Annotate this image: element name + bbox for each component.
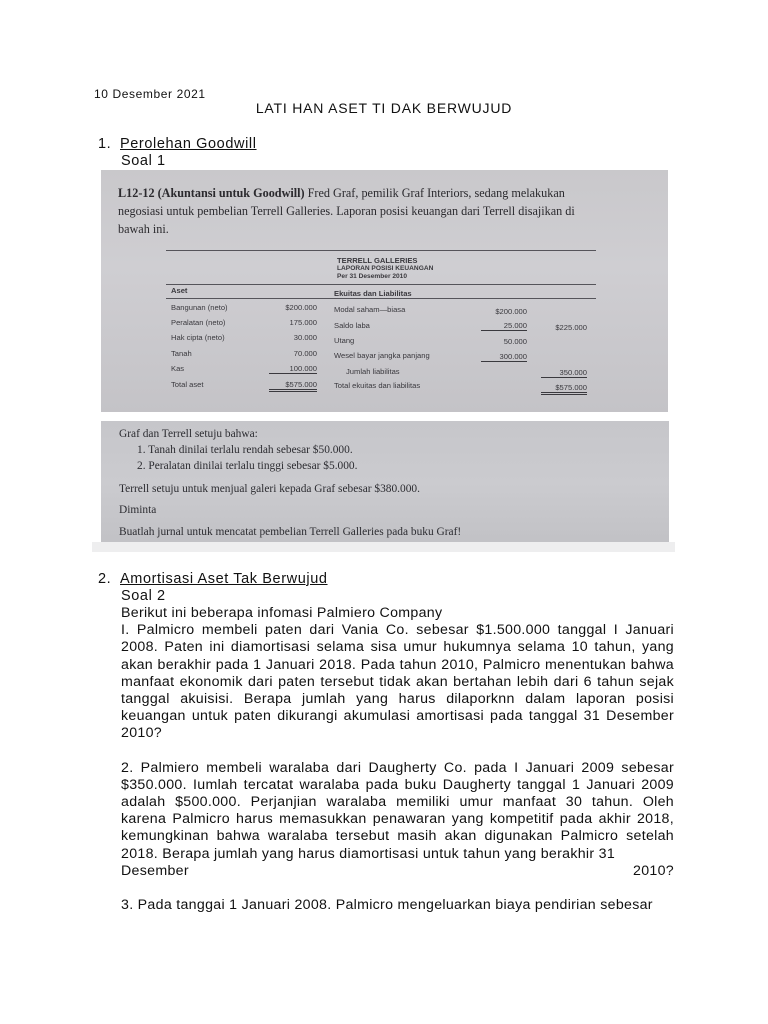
required-task: Buatlah jurnal untuk mencatat pembelian Terrell Galleries pada buku Graf! bbox=[119, 526, 462, 538]
question-3: 3. Pada tanggai 1 Januari 2008. Palmicro mengeluarkan biaya pendirian sebesar bbox=[121, 897, 653, 914]
problem-intro-line-3: bawah ini. bbox=[118, 222, 169, 236]
statement-date: Per 31 Desember 2010 bbox=[337, 273, 408, 280]
document-date: 10 Desember 2021 bbox=[94, 87, 206, 101]
asset-label: Peralatan (neto) bbox=[171, 318, 226, 327]
total-liabilities-value: 350.000 bbox=[541, 368, 587, 378]
asset-value: 175.000 bbox=[289, 318, 317, 327]
required-heading: Diminta bbox=[119, 504, 157, 516]
agreement-intro: Graf dan Terrell setuju bahwa: bbox=[119, 428, 258, 440]
asset-value: 30.000 bbox=[293, 333, 317, 342]
asset-label: Kas bbox=[171, 364, 185, 373]
assets-header: Aset bbox=[171, 286, 188, 295]
scanned-problem-image-1 bbox=[101, 170, 668, 412]
equity-value: 25.000 bbox=[481, 321, 527, 331]
asset-value: 100.000 bbox=[269, 364, 317, 374]
asset-label: Hak cipta (neto) bbox=[171, 333, 225, 342]
section-2-body bbox=[121, 605, 674, 914]
problem-intro bbox=[118, 184, 658, 238]
question-1: I. Palmicro membeli paten dari Vania Co. sebesar $1.500.000 tanggal I Januari 2008. Paten ini diamortisasi selama sisa umur hukumnya selama 10 tahun, yang akan berakhir pada 1 Januari 2018. Pada tahun 2010, Palmicro menentukan bahwa manfaat ekonomik dari paten tersebut tidak akan bertahan lebih dari 6 tahun sejak tanggal akuisisi. Berapa jumlah yang harus dilaporknn dalam laporan posisi keuangan untuk paten dikurangi akumulasi amortisasi pada tanggal 31 Desember 2010? bbox=[121, 622, 674, 742]
statement-name: LAPORAN POSISI KEUANGAN bbox=[337, 265, 434, 272]
section-1-heading bbox=[98, 136, 257, 152]
section-1-title: Perolehan Goodwill bbox=[120, 136, 257, 152]
equity-label: Modal saham—biasa bbox=[334, 305, 406, 314]
section-2-title: Amortisasi Aset Tak Berwujud bbox=[120, 571, 328, 587]
total-equity-liabilities-label: Total ekuitas dan liabilitas bbox=[334, 381, 421, 390]
document-title: LATI HAN ASET TI DAK BERWUJUD bbox=[255, 100, 513, 116]
divider bbox=[166, 284, 596, 285]
section-2-intro: Berikut ini beberapa infomasi Palmiero Company bbox=[121, 605, 443, 621]
equity-header: Ekuitas dan Liabilitas bbox=[334, 289, 412, 298]
agreement-item: 2. Peralatan dinilai terlalu tinggi sebesar $5.000. bbox=[137, 460, 358, 472]
question-2-end-right: 2010? bbox=[633, 862, 674, 879]
section-1-subtitle: Soal 1 bbox=[121, 153, 166, 169]
equity-value: $200.000 bbox=[495, 307, 527, 316]
total-liabilities-label: Jumlah liabilitas bbox=[346, 367, 400, 376]
asset-label: Bangunan (neto) bbox=[171, 303, 228, 312]
problem-intro-line-1: Fred Graf, pemilik Graf Interiors, sedang melakukan bbox=[307, 186, 565, 200]
section-2-heading bbox=[98, 571, 328, 587]
statement-company: TERRELL GALLERIES bbox=[337, 256, 418, 265]
section-2-subtitle: Soal 2 bbox=[121, 588, 166, 604]
image-edge bbox=[92, 542, 675, 552]
problem-code: L12-12 bbox=[118, 186, 155, 200]
section-2-number: 2. bbox=[98, 571, 112, 587]
question-2-end-left: Desember bbox=[121, 862, 189, 879]
equity-subtotal: $225.000 bbox=[555, 323, 587, 332]
asset-label: Tanah bbox=[171, 349, 192, 358]
liability-label: Utang bbox=[334, 336, 355, 345]
liability-value: 50.000 bbox=[503, 337, 527, 346]
asset-value: 70.000 bbox=[293, 349, 317, 358]
divider bbox=[166, 298, 596, 299]
section-1-number: 1. bbox=[98, 136, 112, 152]
agreement-item: 1. Tanah dinilai terlalu rendah sebesar $50.000. bbox=[137, 444, 353, 456]
scanned-problem-image-2 bbox=[101, 421, 669, 545]
question-2-last-line bbox=[121, 863, 674, 880]
liability-label: Wesel bayar jangka panjang bbox=[334, 351, 430, 360]
asset-value: $200.000 bbox=[285, 303, 317, 312]
total-equity-liabilities-value: $575.000 bbox=[541, 383, 587, 395]
divider bbox=[166, 250, 596, 251]
liability-value: 300.000 bbox=[481, 352, 527, 362]
equity-label: Saldo laba bbox=[334, 321, 370, 330]
total-assets-value: $575.000 bbox=[269, 380, 317, 392]
sale-statement: Terrell setuju untuk menjual galeri kepada Graf sebesar $380.000. bbox=[119, 483, 420, 495]
total-assets-label: Total aset bbox=[171, 380, 204, 389]
question-2: 2. Palmiero membeli waralaba dari Daugherty Co. pada I Januari 2009 sebesar $350.000. Iumlah tercatat waralaba pada buku Daugherty tanggal 1 Januari 2009 adalah $500.000. Perjanjian waralaba memiliki umur manfaat 30 tahun. Oleh karena Palmicro harus memasukkan penawaran yang kompetitif pada akhir 2018, kemungkinan bahwa waralaba tersebut masih akan digunakan Palmicro setelah 2018. Berapa jumlah yang harus diamortisasi untuk tahun yang berakhir 31 bbox=[121, 759, 674, 862]
problem-heading: (Akuntansi untuk Goodwill) bbox=[157, 186, 305, 200]
problem-intro-line-2: negosiasi untuk pembelian Terrell Galleries. Laporan posisi keuangan dari Terrell disajikan di bbox=[118, 204, 575, 218]
